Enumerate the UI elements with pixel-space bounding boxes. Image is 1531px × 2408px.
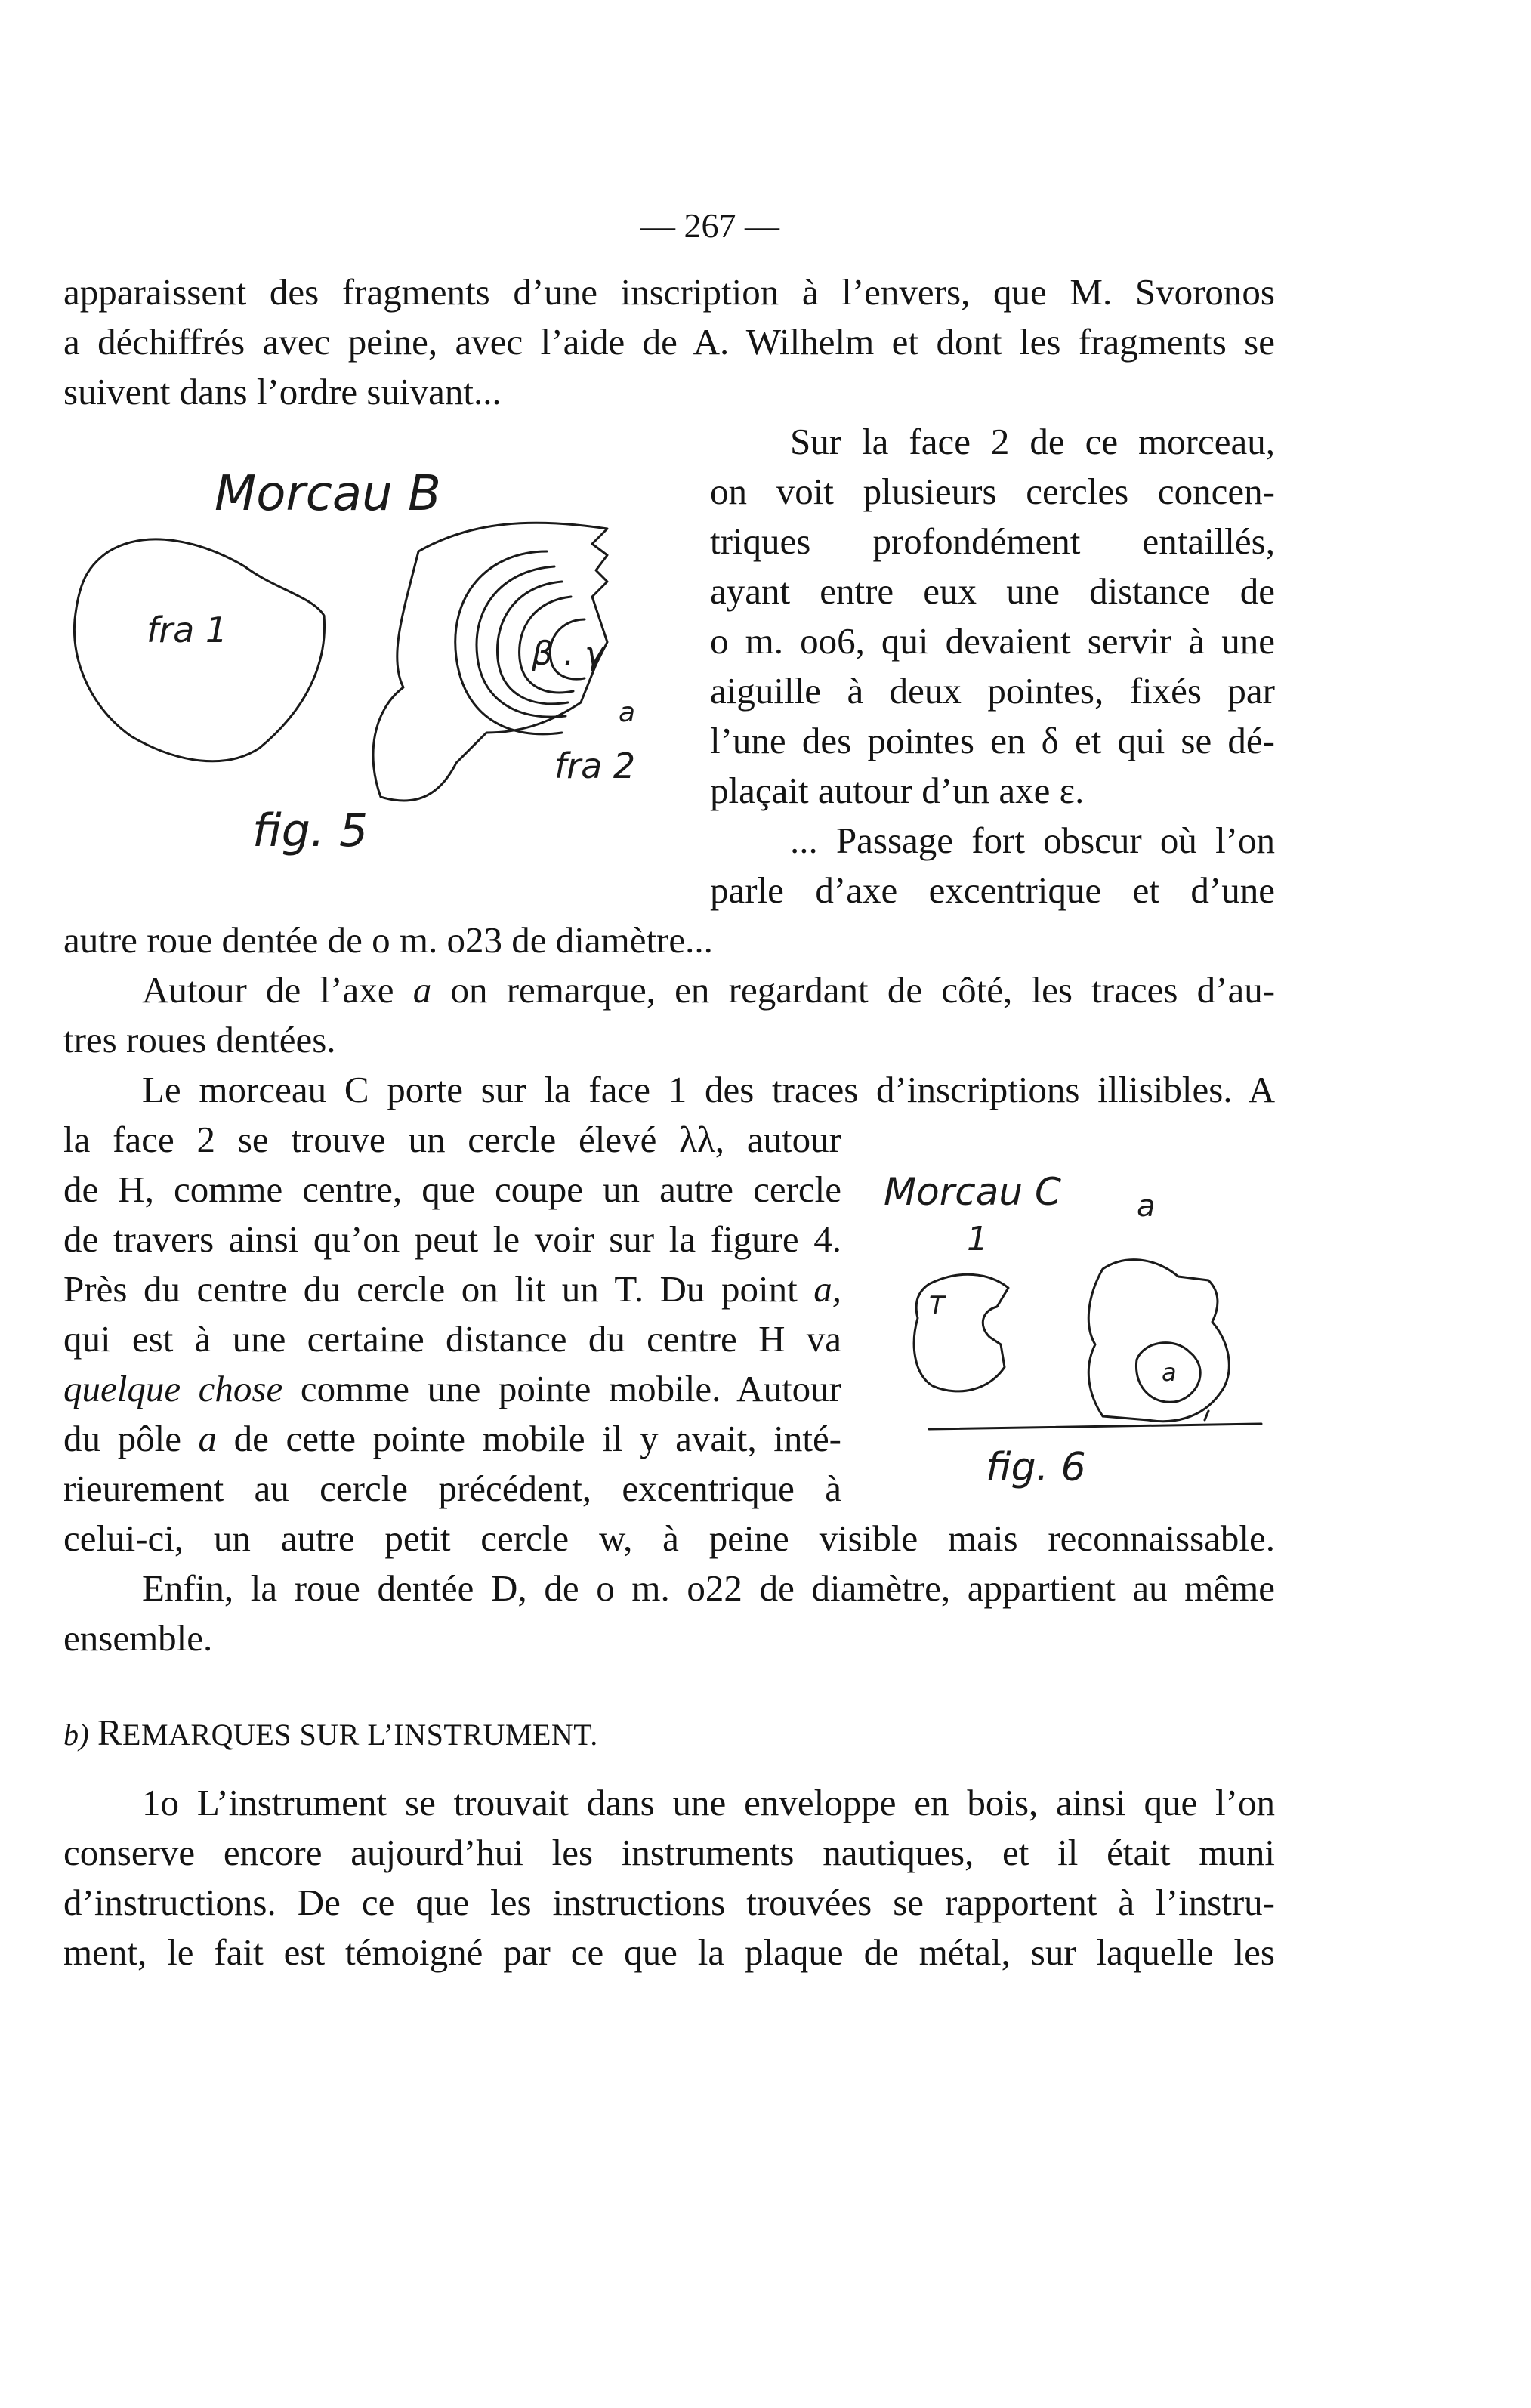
figure-6 (876, 1163, 1284, 1496)
figure-5-fragment-1: fra 1 (147, 610, 228, 650)
text-span: la face 2 se trouve un cercle élevé (63, 1119, 657, 1160)
text-span: autour (746, 1119, 841, 1160)
text-line (63, 1115, 841, 1165)
text-line (710, 766, 1275, 816)
text-line (142, 965, 1275, 1015)
text-span: et qui se dé- (1074, 720, 1275, 761)
section-heading (63, 1710, 598, 1758)
italic-span: quelque chose (63, 1368, 283, 1409)
text-line (63, 1364, 841, 1414)
text-line: d’instructions. De ce que les instructions trouvées se rapportent à l’instru- (63, 1882, 1275, 1923)
text-line: de H, comme centre, que coupe un autre cercle (63, 1168, 841, 1210)
text-line: ayant entre eux une distance de (710, 570, 1275, 612)
text-line: qui est à une certaine distance du centre H va (63, 1318, 841, 1360)
text-line: on voit plusieurs cercles concen- (710, 471, 1275, 512)
text-line: Enfin, la roue dentée D, de o m. o22 de diamètre, appartient au même (142, 1567, 1275, 1609)
figure-5 (63, 438, 683, 884)
text-line: Sur la face 2 de ce morceau, (790, 421, 1275, 462)
figure-5-title: Morcau B (215, 466, 441, 522)
text-line (710, 716, 1275, 766)
symbol-lambda: λλ, (679, 1119, 724, 1160)
text-line: parle d’axe excentrique et d’une (710, 869, 1275, 911)
text-line: apparaissent des fragments d’une inscription à l’envers, que M. Svoronos (63, 271, 1275, 313)
face-2-outline (1088, 1260, 1229, 1422)
text-line: suivent dans l’ordre suivant... (63, 371, 502, 412)
text-span: comme une pointe mobile. Autour (300, 1368, 842, 1409)
text-span: on remarque, en regardant de côté, les traces d’au- (450, 969, 1276, 1011)
figure-5-point-a: a (619, 697, 636, 728)
text-span: l’une des pointes en (710, 720, 1026, 761)
text-span: du pôle (63, 1418, 181, 1459)
figure-5-inner-label: β . γ (532, 634, 605, 673)
face-1-outline (914, 1274, 1008, 1391)
text-line: autre roue dentée de o m. o23 de diamètre... (63, 919, 713, 961)
text-line: o m. oo6, qui devaient servir à une (710, 620, 1275, 662)
text-line: ... Passage fort obscur où l’on (790, 820, 1275, 861)
text-line: Le morceau C porte sur la face 1 des traces d’inscriptions illisibles. A (142, 1069, 1275, 1110)
text-span: de cette pointe mobile il y avait, inté- (233, 1418, 842, 1459)
heading-letter: b) (63, 1718, 90, 1752)
figure-6-face-1: 1 (967, 1220, 988, 1258)
text-span: plaçait autour d’un axe (710, 770, 1051, 811)
text-span: Autour de l’axe (142, 969, 394, 1011)
text-line: celui-ci, un autre petit cercle w, à peine visible mais reconnaissable. (63, 1517, 1275, 1559)
text-line: ensemble. (63, 1617, 213, 1659)
figure-6-caption: fig. 6 (986, 1445, 1086, 1490)
heading-initial: R (97, 1712, 123, 1753)
text-line (63, 1264, 841, 1314)
figure-6-point-a: a (1162, 1358, 1177, 1387)
figure-5-sketch (63, 438, 683, 884)
figure-5-caption: fig. 5 (252, 804, 369, 857)
symbol-epsilon: ε. (1059, 770, 1085, 811)
symbol-delta: δ (1041, 720, 1059, 761)
text-line (63, 1414, 841, 1464)
figure-6-title: Morcau C (884, 1170, 1061, 1214)
text-line: ment, le fait est témoigné par ce que la plaque de métal, sur laquelle les (63, 1931, 1275, 1973)
heading-text: EMARQUES SUR L’INSTRUMENT. (122, 1718, 598, 1752)
italic-span: a (198, 1418, 218, 1459)
base-line (929, 1424, 1261, 1429)
page-number: — 267 — (640, 206, 779, 245)
text-line: tres roues dentées. (63, 1019, 336, 1060)
text-span: Près du centre du cercle on lit un T. Du point (63, 1268, 798, 1310)
figure-5-fragment-2: fra 2 (554, 746, 636, 786)
text-line: aiguille à deux pointes, fixés par (710, 670, 1275, 712)
italic-span: a, (813, 1268, 841, 1310)
text-line: conserve encore aujourd’hui les instruments nautiques, et il était muni (63, 1832, 1275, 1873)
italic-span: a (412, 969, 432, 1011)
figure-6-face-2: a (1137, 1189, 1156, 1224)
figure-6-letter-t: T (929, 1291, 945, 1321)
text-line: 1o L’instrument se trouvait dans une enveloppe en bois, ainsi que l’on (142, 1782, 1275, 1823)
text-line: triques profondément entaillés, (710, 520, 1275, 562)
text-line: rieurement au cercle précédent, excentrique à (63, 1468, 841, 1509)
text-line: a déchiffrés avec peine, avec l’aide de A. Wilhelm et dont les fragments se (63, 321, 1275, 363)
figure-6-sketch (876, 1163, 1284, 1496)
tick-mark (1205, 1411, 1208, 1420)
text-line: de travers ainsi qu’on peut le voir sur la figure 4. (63, 1218, 841, 1260)
